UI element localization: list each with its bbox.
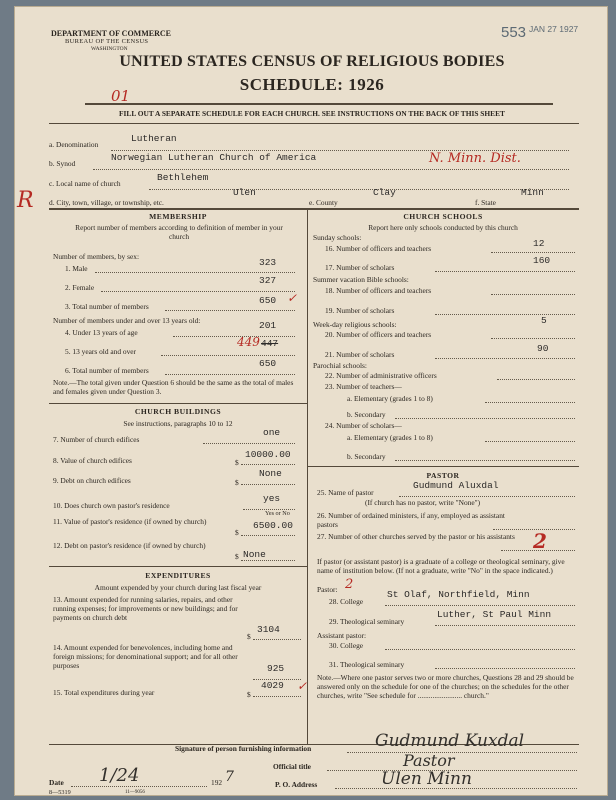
male-value: 323 xyxy=(259,257,277,268)
under13-label: 4. Under 13 years of age xyxy=(65,328,138,337)
main-table-top-rule xyxy=(49,208,579,210)
q9-label: 9. Debt on church edifices xyxy=(53,476,131,485)
weekday-label: Week-day religious schools: xyxy=(313,320,397,329)
total-members-label: 3. Total number of members xyxy=(65,302,149,311)
total-members-value: 650 xyxy=(259,295,277,306)
q30-label: 30. College xyxy=(329,641,364,650)
q8-value: 10000.00 xyxy=(245,449,291,460)
female-value: 327 xyxy=(259,275,277,286)
membership-heading: MEMBERSHIP xyxy=(149,212,207,221)
weekday-value: 5 xyxy=(541,315,547,326)
q23b-label: b. Secondary xyxy=(347,410,386,419)
po-address-label: P. O. Address xyxy=(275,780,318,789)
summer-label: Summer vacation Bible schools: xyxy=(313,275,409,284)
q21-label: 21. Number of scholars xyxy=(325,350,395,359)
q10-label: 10. Does church own pastor's residence xyxy=(53,501,170,510)
synod-note: N. Minn. Dist. xyxy=(429,151,521,166)
q12-value: None xyxy=(243,549,266,560)
q27-value: 2 xyxy=(533,529,547,553)
q25-label: 25. Name of pastor xyxy=(317,488,374,497)
signature-value: Gudmund Kuxdal xyxy=(375,731,525,751)
parochial-label: Parochial schools: xyxy=(313,361,367,370)
church-name-label: c. Local name of church xyxy=(49,179,121,188)
q24a-label: a. Elementary (grades 1 to 8) xyxy=(347,433,433,442)
q27-label: 27. Number of other churches served by the pastor or his assistants xyxy=(317,532,515,541)
q18-label: 18. Number of officers and teachers xyxy=(325,286,432,295)
church-name-value: Bethlehem xyxy=(157,172,209,183)
state-label: f. State xyxy=(475,198,496,207)
under13-value: 201 xyxy=(259,320,277,331)
q29-label: 29. Theological seminary xyxy=(329,617,405,626)
header-rule xyxy=(85,103,553,105)
q11-label: 11. Value of pastor's residence (if owned by church) xyxy=(53,517,207,526)
schedule-title: SCHEDULE: 1926 xyxy=(239,75,385,94)
q22-label: 22. Number of administrative officers xyxy=(325,371,437,380)
census-schedule-page: DEPARTMENT OF COMMERCE BUREAU OF THE CENSUS WASHINGTON 553 JAN 27 1927 UNITED STATES CENSUS OF RELIGIOUS BODIES SCHEDULE: 1926 01 FILL OUT A SEPARATE SCHEDULE FOR EACH CHURCH. SEE INSTRUCTIONS ON THE BACK OF THIS SHEET R a. Denomination Lutheran b. Synod Norwegian Lutheran Church of America N. Minn. Dist. c. Local name of church Bethlehem d. City, town, village, or township, etc. Ulen e. County Clay f. State Minn MEMBERSHIP Report number of members according to definition of member in your church Number of members, by sex: 1. Male 323 2. Female 327 3. Total number of members 650 ✓ Number of members under and over 13 years old: 4. Under 13 years of age 201 5. 13 years old and over 449 447 6. Total number of members 650 Note.—The total given under Question 6 should be the same as the total of males and females given under Question 3. CHURCH BUILDINGS See instructions, paragraphs 10 to 12 7. Number of church edifices one 8. Value of church edifices $ 10000.00 9. Debt on church edifices $ None 10. Does church own pastor's residence yes Yes or No 11. Value of pastor's residence (if owned by church) $ 6500.00 12. Debt on pastor's residence (if owned by church) $ None EXPENDITURES Amount expended by your church during last fiscal year 13. Amount expended for running salaries, repairs, and other running expenses; for improvements or new buildings; and for payments on church debt $ 3104 14. Amount expended for benevolences, including home and foreign missions; for denominational support; and for all other purposes 925 15. Total expenditures during year $ 4029 ✓ CHURCH SCHOOLS Report here only schools conducted by this church Sunday schools: 16. Number of officers and teachers 12 17. Number of scholars 160 Summer vacation Bible schools: 18. Number of officers and teachers 19. Number of scholars Week-day religious schools: 5 20. Number of officers and teachers 21. Number of scholars 90 Parochial schools: 22. Number of administrative officers 23. Number of teachers— a. Elementary (grades 1 to 8) b. Secondary 24. Number of scholars— a. Elementary (grades 1 to 8) b. Secondary PASTOR 25. Name of pastor Gudmund Aluxdal (If church has no pastor, write "None") 26. Number of ordained ministers, if any, employed as assistant pastors 27. Number of other churches served by the pastor or his assistants 2 If pastor (or assistant pastor) is a graduate of a college or theological seminary, give name of institution below. (If not a graduate, write "No" in the space indicated.) Pastor: 2 28. College St Olaf, Northfield, Minn 29. Theological seminary Luther, St Paul Minn Assistant pastor: 30. College 31. Theological seminary Note.—Where one pastor serves two or more churches, Questions 28 and 29 should be answered only on the schedule for one of the churches; on the schedules for the other churches, write "See schedule for ........................ church." Signature of person furnishing information Gudmund Kuxdal Official title Pastor Date 1/24 192 7 P. O. Address Ulen Minn 8—5319 11—9056 xyxy=(14,6,608,796)
city-name: WASHINGTON xyxy=(91,46,128,52)
county-value: Clay xyxy=(373,187,396,198)
pastor-label: Pastor: xyxy=(317,585,338,594)
q11-value: 6500.00 xyxy=(253,520,293,531)
q10-value: yes xyxy=(263,493,281,504)
check-mark: ✓ xyxy=(297,679,308,693)
q14-label: 14. Amount expended for benevolences, including home and foreign missions; for denominational support; and for all other purposes xyxy=(53,643,238,670)
year-prefix: 192 xyxy=(211,778,223,787)
city-label: d. City, town, village, or township, etc. xyxy=(49,198,164,207)
q28-label: 28. College xyxy=(329,597,364,606)
q15-value: 4029 xyxy=(261,680,284,691)
q20-label: 20. Number of officers and teachers xyxy=(325,330,432,339)
over13-corrected: 449 xyxy=(237,335,260,349)
graduate-note: If pastor (or assistant pastor) is a graduate of a college or theological seminary, give name of institution below. (If not a graduate, write "No" in the space indicated.) xyxy=(317,557,565,575)
female-label: 2. Female xyxy=(65,283,95,292)
date-value: 1/24 xyxy=(99,765,140,786)
fill-out-instruction: FILL OUT A SEPARATE SCHEDULE FOR EACH CHURCH. SEE INSTRUCTIONS ON THE BACK OF THIS SHEET xyxy=(119,109,505,118)
q7-label: 7. Number of church edifices xyxy=(53,435,140,444)
q25-hint: (If church has no pastor, write "None") xyxy=(365,498,481,507)
q31-label: 31. Theological seminary xyxy=(329,660,405,669)
date-label: Date xyxy=(49,778,64,787)
pastor-note: Note.—Where one pastor serves two or more churches, Questions 28 and 29 should be answered only on the schedule for one of the churches; on the schedules for the other churches, write "See schedule for ........................ church." xyxy=(317,673,574,700)
official-title-label: Official title xyxy=(273,762,311,771)
q17-label: 17. Number of scholars xyxy=(325,263,395,272)
year-suffix: 7 xyxy=(225,769,234,785)
official-title-value: Pastor xyxy=(403,751,455,770)
department-name: DEPARTMENT OF COMMERCE xyxy=(51,29,172,38)
pastor-mark: 2 xyxy=(345,577,354,592)
q13-label: 13. Amount expended for running salaries, repairs, and other running expenses; for improvements or new buildings; and for payments on church debt xyxy=(53,595,238,622)
synod-value: Norwegian Lutheran Church of America xyxy=(111,152,317,163)
q29-value: Luther, St Paul Minn xyxy=(437,609,552,620)
county-label: e. County xyxy=(309,198,338,207)
received-date-stamp: JAN 27 1927 xyxy=(529,24,579,34)
signature-label: Signature of person furnishing information xyxy=(175,744,312,753)
instruction-rule xyxy=(49,123,579,124)
buildings-heading: CHURCH BUILDINGS xyxy=(134,407,222,416)
handwritten-number: 01 xyxy=(111,87,131,105)
sunday-label: Sunday schools: xyxy=(313,233,362,242)
q12-label: 12. Debt on pastor's residence (if owned by church) xyxy=(53,541,206,550)
age-label: Number of members under and over 13 years old: xyxy=(53,316,201,325)
stamp-number: 553 xyxy=(501,24,527,41)
q28-value: St Olaf, Northfield, Minn xyxy=(387,589,530,600)
q9-value: None xyxy=(259,468,282,479)
q26-label: 26. Number of ordained ministers, if any, employed as assistant pastors xyxy=(317,511,505,529)
denomination-label: a. Denomination xyxy=(49,140,99,149)
denomination-value: Lutheran xyxy=(131,133,177,144)
assistant-label: Assistant pastor: xyxy=(317,631,367,640)
q23-label: 23. Number of teachers— xyxy=(325,382,402,391)
synod-label: b. Synod xyxy=(49,159,76,168)
q14-value: 925 xyxy=(267,663,285,674)
over13-label: 5. 13 years old and over xyxy=(65,347,137,356)
total2-label: 6. Total number of members xyxy=(65,366,149,375)
membership-intro: Report number of members according to definition of member in your church xyxy=(75,223,283,241)
form-number: 8—5319 xyxy=(49,789,71,796)
expenditures-sub: Amount expended by your church during last fiscal year xyxy=(94,583,262,592)
q16-label: 16. Number of officers and teachers xyxy=(325,244,432,253)
print-number: 11—9056 xyxy=(125,790,145,795)
over13-value: 447 xyxy=(261,338,279,349)
city-value: Ulen xyxy=(233,187,256,198)
total2-value: 650 xyxy=(259,358,277,369)
male-label: 1. Male xyxy=(65,264,88,273)
q23a-label: a. Elementary (grades 1 to 8) xyxy=(347,394,433,403)
q8-label: 8. Value of church edifices xyxy=(53,456,132,465)
check-mark: ✓ xyxy=(287,291,298,305)
q16-value: 12 xyxy=(533,238,545,249)
q24-label: 24. Number of scholars— xyxy=(325,421,402,430)
bureau-name: BUREAU OF THE CENSUS xyxy=(65,38,149,45)
q17-value: 160 xyxy=(533,255,551,266)
schools-heading: CHURCH SCHOOLS xyxy=(403,212,483,221)
form-title: UNITED STATES CENSUS OF RELIGIOUS BODIES xyxy=(119,53,505,70)
schools-sub: Report here only schools conducted by this church xyxy=(368,223,518,232)
po-address-value: Ulen Minn xyxy=(381,769,472,789)
q24b-label: b. Secondary xyxy=(347,452,386,461)
q19-label: 19. Number of scholars xyxy=(325,306,395,315)
q15-label: 15. Total expenditures during year xyxy=(53,688,155,697)
buildings-sub: See instructions, paragraphs 10 to 12 xyxy=(123,419,233,428)
state-value: Minn xyxy=(521,187,544,198)
q13-value: 3104 xyxy=(257,624,280,635)
q21-value: 90 xyxy=(537,343,549,354)
pastor-heading: PASTOR xyxy=(426,471,460,480)
q10-hint: Yes or No xyxy=(265,510,290,517)
membership-note: Note.—The total given under Question 6 should be the same as the total of males and females given under Question 3. xyxy=(53,378,294,396)
q7-value: one xyxy=(263,427,281,438)
q25-value: Gudmund Aluxdal xyxy=(413,480,499,491)
expenditures-heading: EXPENDITURES xyxy=(145,571,211,580)
by-sex-label: Number of members, by sex: xyxy=(53,252,139,261)
margin-mark: R xyxy=(17,188,34,213)
